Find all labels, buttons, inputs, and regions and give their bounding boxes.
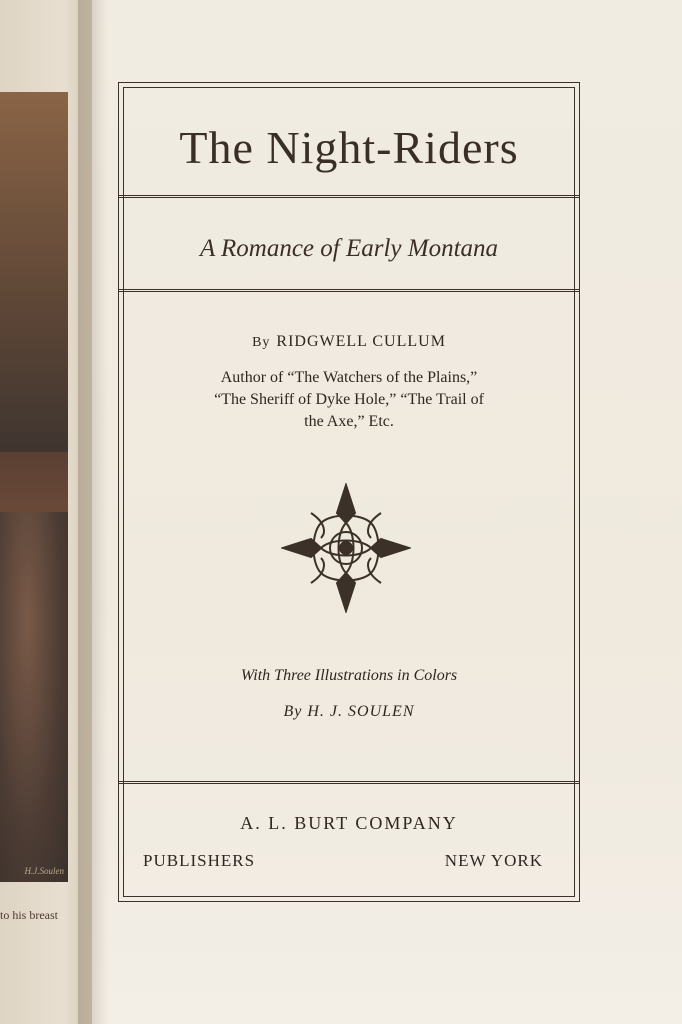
plate-background [0, 92, 68, 452]
author-of-line: “The Sheriff of Dyke Hole,” “The Trail of [214, 391, 484, 408]
publishers-label: PUBLISHERS [143, 851, 256, 870]
book-subtitle: A Romance of Early Montana [199, 235, 499, 262]
publisher-city: NEW YORK [444, 851, 543, 870]
publisher-rule [119, 781, 579, 784]
color-plate-illustration [0, 92, 68, 882]
subtitle-rule [119, 289, 579, 292]
author-of-line: Author of “The Watchers of the Plains,” [220, 369, 478, 386]
author-name: RIDGWELL CULLUM [276, 333, 446, 350]
title-rule [119, 195, 579, 198]
author-other-works [139, 367, 559, 433]
author-of-line: the Axe,” Etc. [304, 413, 394, 430]
plate-signature: H.J.Soulen [24, 866, 64, 876]
decorative-ornament-icon [281, 483, 411, 613]
by-label: By [252, 335, 271, 350]
publisher-name: A. L. BURT COMPANY [240, 813, 458, 833]
byline [119, 333, 579, 351]
title-page-border [118, 82, 580, 902]
book-title: The Night-Riders [179, 122, 519, 173]
plate-figure [0, 512, 68, 882]
plate-caption: to his breast [0, 908, 58, 922]
illustrations-note: With Three Illustrations in Colors [240, 667, 458, 684]
book-gutter-shadow [78, 0, 108, 1024]
illustrator-credit: By H. J. SOULEN [283, 703, 415, 720]
